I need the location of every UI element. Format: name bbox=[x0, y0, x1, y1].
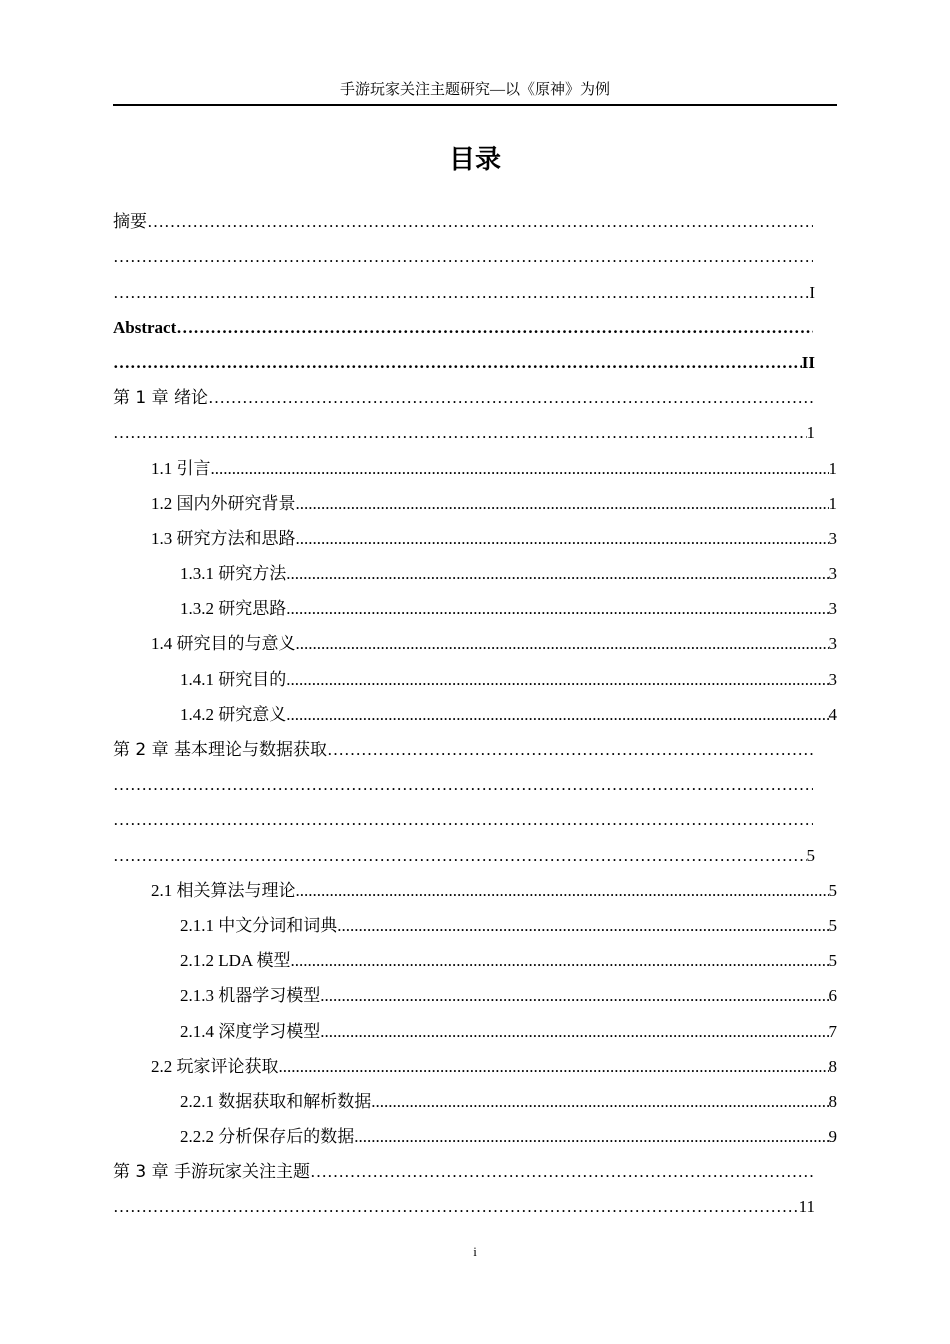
toc-leader-dots bbox=[113, 353, 802, 373]
toc-entry-label: 2.1.4 深度学习模型 bbox=[180, 1021, 321, 1041]
toc-entry-abstract-en[interactable] bbox=[113, 308, 837, 378]
toc-entry-1-4[interactable] bbox=[113, 624, 837, 659]
toc-entry-label: 1.4.1 研究目的 bbox=[180, 669, 287, 689]
toc-title: 目录 bbox=[448, 145, 501, 175]
toc-entry-label: 2.2 玩家评论获取 bbox=[151, 1056, 279, 1076]
toc-leader-dots bbox=[113, 846, 807, 866]
toc-entry-label: 2.2.2 分析保存后的数据 bbox=[180, 1127, 355, 1147]
toc-entry-label: 2.1.1 中文分词和词典 bbox=[180, 915, 338, 935]
toc-leader-dots bbox=[286, 705, 828, 725]
toc-entry-2-2-2[interactable] bbox=[113, 1117, 837, 1152]
toc-entry-page: 3 bbox=[828, 564, 837, 584]
toc-entry-label: 1.3 研究方法和思路 bbox=[151, 528, 296, 548]
toc-entry-label: 2.2.1 数据获取和解析数据 bbox=[180, 1091, 372, 1111]
toc-leader-dots bbox=[320, 1022, 828, 1042]
toc-entry-abstract-cn[interactable] bbox=[113, 202, 837, 308]
toc-entry-2-1-4[interactable] bbox=[113, 1011, 837, 1046]
toc-entry-page: 1 bbox=[828, 458, 837, 478]
toc-entry-label: 摘要 bbox=[113, 212, 147, 233]
toc-entry-1-2[interactable] bbox=[113, 484, 837, 519]
toc-entry-1-4-2[interactable] bbox=[113, 695, 837, 730]
toc-leader-dots bbox=[337, 916, 828, 936]
toc-entry-label: Abstract bbox=[113, 317, 177, 337]
toc-entry-label: 1.1 引言 bbox=[151, 458, 211, 478]
toc-leader-dots bbox=[286, 599, 828, 619]
page-number: i bbox=[473, 1244, 477, 1259]
toc-entry-page: 6 bbox=[828, 986, 837, 1006]
toc-leader-dots bbox=[291, 951, 829, 971]
toc-entry-1-4-1[interactable] bbox=[113, 659, 837, 694]
toc-leader-dots bbox=[279, 1057, 829, 1077]
toc-entry-2-1-3[interactable] bbox=[113, 976, 837, 1011]
toc-leader-dots bbox=[296, 634, 829, 654]
toc-leader-dots bbox=[310, 1162, 813, 1182]
toc-entry-page: 11 bbox=[798, 1197, 815, 1217]
toc-entry-1-1[interactable] bbox=[113, 448, 837, 483]
toc-entry-page: 3 bbox=[828, 528, 837, 548]
toc-leader-dots bbox=[113, 810, 813, 830]
toc-leader-dots bbox=[113, 1197, 799, 1217]
toc-entry-page: 7 bbox=[828, 1021, 837, 1041]
table-of-contents bbox=[113, 202, 837, 1222]
toc-entry-page: 1 bbox=[828, 493, 837, 513]
toc-entry-page: II bbox=[801, 352, 815, 372]
toc-leader-dots bbox=[113, 283, 809, 303]
toc-leader-dots bbox=[113, 247, 813, 267]
toc-leader-dots bbox=[113, 775, 813, 795]
toc-leader-dots bbox=[371, 1092, 828, 1112]
toc-leader-dots bbox=[320, 986, 828, 1006]
toc-entry-label: 第 1 章 绪论 bbox=[113, 388, 209, 409]
toc-leader-dots bbox=[147, 212, 813, 232]
toc-leader-dots bbox=[296, 529, 829, 549]
toc-entry-label: 第 2 章 基本理论与数据获取 bbox=[113, 740, 328, 760]
toc-leader-dots bbox=[176, 318, 813, 338]
toc-entry-label: 1.3.1 研究方法 bbox=[180, 564, 287, 584]
toc-entry-label: 1.2 国内外研究背景 bbox=[151, 493, 296, 513]
toc-entry-label: 第 3 章 手游玩家关注主题 bbox=[113, 1162, 311, 1183]
toc-leader-dots bbox=[327, 740, 813, 760]
toc-entry-2-1-1[interactable] bbox=[113, 906, 837, 941]
toc-entry-chapter-1[interactable] bbox=[113, 378, 837, 448]
header-rule bbox=[113, 104, 837, 106]
toc-entry-2-1[interactable] bbox=[113, 871, 837, 906]
toc-leader-dots bbox=[286, 670, 828, 690]
toc-entry-page: 4 bbox=[828, 704, 837, 724]
toc-leader-dots bbox=[296, 881, 829, 901]
toc-entry-2-1-2[interactable] bbox=[113, 941, 837, 976]
toc-entry-page: 5 bbox=[828, 951, 837, 971]
toc-entry-label: 1.4 研究目的与意义 bbox=[151, 634, 296, 654]
toc-leader-dots bbox=[286, 564, 828, 584]
toc-entry-page: 8 bbox=[828, 1056, 837, 1076]
toc-leader-dots bbox=[296, 494, 829, 514]
toc-entry-1-3-2[interactable] bbox=[113, 589, 837, 624]
toc-entry-page: 3 bbox=[828, 634, 837, 654]
toc-entry-page: 9 bbox=[828, 1127, 837, 1147]
toc-entry-page: 1 bbox=[806, 423, 815, 443]
toc-entry-label: 1.4.2 研究意义 bbox=[180, 704, 287, 724]
toc-entry-1-3[interactable] bbox=[113, 519, 837, 554]
toc-entry-label: 2.1.3 机器学习模型 bbox=[180, 986, 321, 1006]
toc-entry-page: 5 bbox=[828, 880, 837, 900]
toc-entry-chapter-3[interactable] bbox=[113, 1152, 837, 1222]
toc-entry-label: 1.3.2 研究思路 bbox=[180, 599, 287, 619]
toc-entry-page: 3 bbox=[828, 669, 837, 689]
toc-leader-dots bbox=[113, 423, 807, 443]
toc-entry-page: 5 bbox=[828, 915, 837, 935]
toc-leader-dots bbox=[211, 459, 829, 479]
toc-entry-page: 5 bbox=[806, 845, 815, 865]
toc-entry-page: 3 bbox=[828, 599, 837, 619]
running-header: 手游玩家关注主题研究—以《原神》为例 bbox=[339, 82, 610, 98]
toc-entry-2-2-1[interactable] bbox=[113, 1082, 837, 1117]
toc-leader-dots bbox=[354, 1127, 828, 1147]
toc-entry-2-2[interactable] bbox=[113, 1047, 837, 1082]
toc-entry-chapter-2[interactable] bbox=[113, 730, 837, 871]
toc-entry-page: I bbox=[809, 282, 815, 302]
toc-entry-page: 8 bbox=[828, 1091, 837, 1111]
toc-entry-label: 2.1.2 LDA 模型 bbox=[180, 951, 291, 971]
toc-entry-1-3-1[interactable] bbox=[113, 554, 837, 589]
toc-entry-label: 2.1 相关算法与理论 bbox=[151, 880, 296, 900]
toc-leader-dots bbox=[208, 388, 813, 408]
